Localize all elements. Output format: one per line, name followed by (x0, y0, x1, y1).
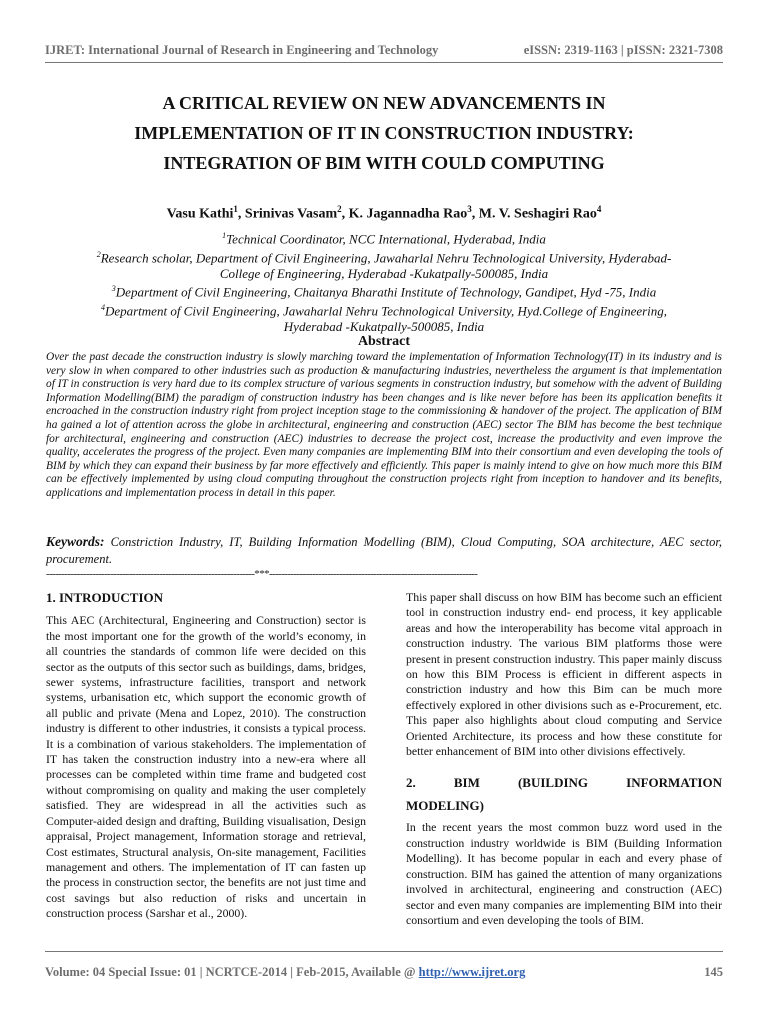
author-sep: , (471, 206, 479, 222)
author-sup: 3 (467, 204, 472, 214)
sec2-word: INFORMATION (626, 775, 722, 791)
author-sup: 1 (233, 204, 238, 214)
title-line-2: IMPLEMENTATION OF IT IN CONSTRUCTION INDUSTRY: (134, 123, 634, 143)
author-sep: , (341, 206, 349, 222)
author-sup: 4 (596, 204, 602, 214)
abstract-text: Over the past decade the construction industry is slowly marching toward the implementation of Information Technology(IT) in its industry and is very slow in when compared to other industries such as production & manufacturing industries, nevertheless the argument is that implementation of IT in construction is very hard due to its complex structure of various segments in construction industry, but somehow with the advent of Building Information Modelling(BIM) the paradigm of construction industry has been changes and is like never before has been its application benefits it encroached in the construction industry right from project inception stage to the commissioning & handover of the project. The application of BIM ha gained a lot of attention across the globe in architectural, engineering and construction (AEC) sector The BIM has become the best technique for architectural, engineering and construction (AEC) industries to decrease the project cost, increase the productivity and even improve the quality, accelerates the progress of the project. Even many companies are implementing BIM into their consortium and even developing the tools of BIM by which they can expand their business by far more effectively and efficiently. This paper is mainly intend to give on how much more this BIM can be effectively implemented by using cloud computing throughout the construction projects right from inception to handover and its benefits, applications and implementation process in detail in this paper. (46, 351, 722, 499)
author-name: K. Jagannadha Rao (348, 206, 468, 222)
page-number: 145 (704, 965, 723, 979)
section-heading-bim (406, 771, 722, 817)
affiliation-text: Department of Civil Engineering, Jawaharlal Nehru Technological University, Hyd.College of Engineering, (104, 303, 668, 319)
journal-name: IJRET: International Journal of Research in Engineering and Technology (45, 43, 439, 57)
running-footer (45, 965, 723, 980)
right-paragraph-1: This paper shall discuss on how BIM has become such an efficient tool in construction industry end- end process, it key applicable areas and how the interoperability has become vital approach in construction industry. The various BIM platforms those were present in present construction industry. This paper mainly discuss on how this BIM Process is efficient in different aspects in constriction industry and how this Bim can be much more effectively explored in other divisions such as e-Procurement, etc. This paper also highlights about cloud computing and Service Oriented Architecture, its process and how these constitute for better enhancement of BIM into other divisions effectively. (406, 590, 722, 759)
title-line-1: A CRITICAL REVIEW ON NEW ADVANCEMENTS IN (162, 93, 606, 113)
author-list (40, 204, 728, 223)
sec2-word: MODELING) (406, 798, 484, 814)
sec2-word: BIM (453, 775, 480, 791)
affiliation-sup: 4 (100, 303, 105, 313)
section-heading-introduction: 1. INTRODUCTION (46, 590, 164, 605)
journal-link[interactable]: http://www.ijret.org (418, 965, 526, 979)
affiliation-text: Technical Coordinator, NCC International, Hyderabad, India (226, 231, 546, 247)
sec2-num: 2. (406, 775, 416, 791)
affiliation-1 (40, 228, 728, 247)
keywords-label: Keywords: (46, 534, 105, 549)
footer-text: Volume: 04 Special Issue: 01 | NCRTCE-2014 | Feb-2015, Available @ (45, 965, 419, 979)
keywords-text: Constriction Industry, IT, Building Information Modelling (BIM), Cloud Computing, SOA architecture, AEC sector, procurement. (46, 535, 722, 566)
affiliation-2 (40, 247, 728, 266)
running-header (45, 40, 723, 63)
affiliation-sup: 2 (96, 249, 101, 259)
introduction-text: This AEC (Architectural, Engineering and Construction) sector is the most important one for the growth of the world’s economy, in all countries the standards of common life were decided on this sector as the outputs of this sector such as buildings, dams, bridges, sewer systems, infrastructure facilities, transport and network systems, urbanisation etc, which support the economic growth of all public and private (Mena and Lopez, 2010). The construction industry is different to other industries, it consists a typical process. It is a combination of various stakeholders. The implementation of IT has taken the construction industry into a new-era where all processes can be completed within time frame and budgeted cost without compromising on quality and making the user completely satisfied. They are widespread in all the activities such as Computer-aided design and drafting, Building visualisation, Design appraisal, Project management, Information storage and retrieval, Cost estimates, Structural analysis, On-site management, Facilities management and others. The implementation of IT can fasten up the process in construction sector, the benefits are not just time and cost savings but also reduction of risks and uncertain in construction process (Sarshar et al., 2000). (46, 613, 366, 921)
left-column (46, 590, 366, 922)
affiliations (40, 228, 728, 335)
keywords (46, 533, 722, 568)
issn-info: eISSN: 2319-1163 | pISSN: 2321-7308 (523, 43, 723, 57)
affiliation-sup: 3 (111, 284, 116, 294)
affiliation-text: Department of Civil Engineering, Chaitanya Bharathi Institute of Technology, Gandipet, Hyd -75, India (115, 284, 657, 300)
right-paragraph-2: In the recent years the most common buzz word used in the construction industry worldwide is BIM (Building Information Modelling). It has become popular in each and every phase of construction. BIM has gained the attention of many organizations involved in architectural, engineering and construction (AEC) sector and even many companies are implementing BIM into their consortium and even developing the tools of BIM. (406, 820, 722, 927)
footer-divider (45, 951, 723, 952)
affiliation-4-cont: Hyderabad -Kukatpally-500085, India (283, 319, 485, 335)
affiliation-4 (40, 300, 728, 319)
author-name: Srinivas Vasam (244, 206, 338, 222)
affiliation-2-cont: College of Engineering, Hyderabad -Kukatpally-500085, India (219, 265, 549, 281)
right-column (406, 590, 722, 928)
affiliation-text: Research scholar, Department of Civil Engineering, Jawaharlal Nehru Technological University, Hyderabad- (100, 250, 672, 266)
paper-title (40, 88, 728, 178)
affiliation-3 (40, 281, 728, 300)
sec2-word: (BUILDING (517, 775, 589, 791)
author-name: Vasu Kathi (166, 206, 234, 222)
abstract-heading: Abstract (357, 334, 411, 349)
affiliation-sup: 1 (222, 231, 227, 240)
author-name: M. V. Seshagiri Rao (478, 206, 597, 222)
section-separator: --------------------------------------------------------------------***-------------------------------------------------------------------- (46, 568, 478, 580)
author-sep: , (237, 206, 245, 222)
title-line-3: INTEGRATION OF BIM WITH COULD COMPUTING (163, 153, 605, 173)
author-sup: 2 (337, 204, 342, 214)
